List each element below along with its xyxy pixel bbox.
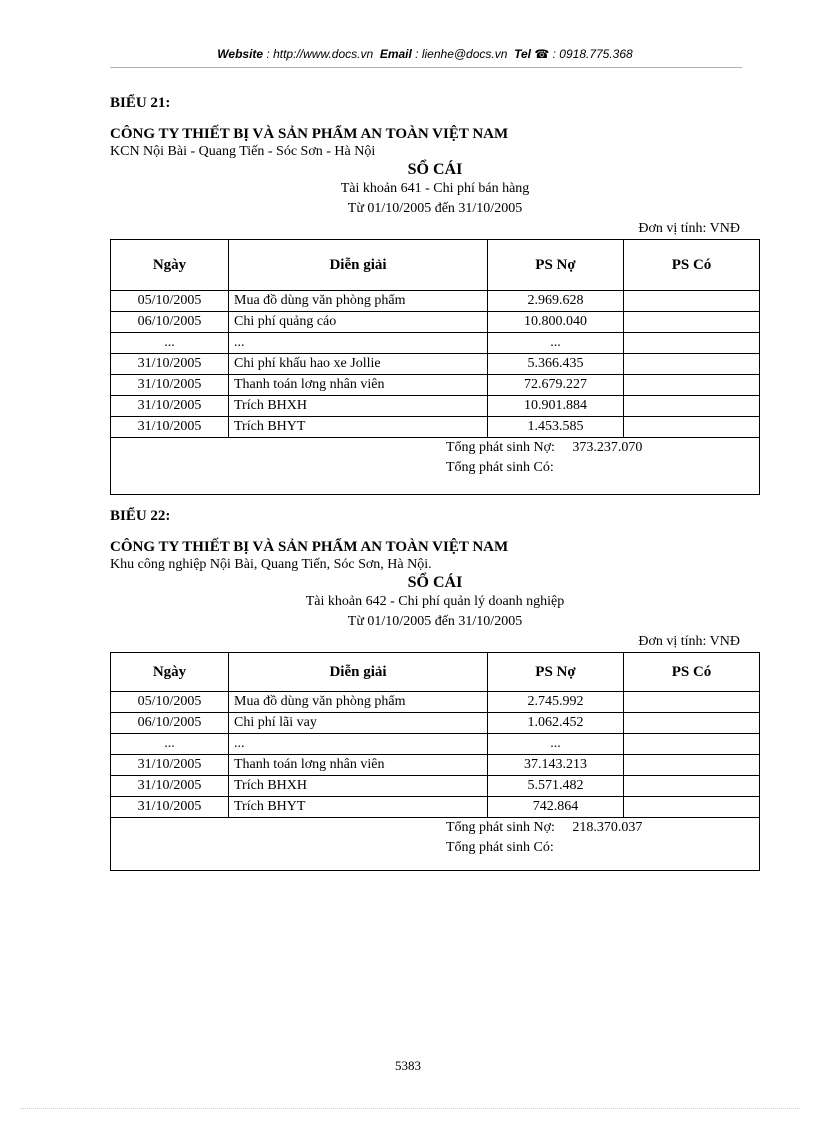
email-label: Email <box>379 47 412 61</box>
table-row <box>111 797 760 818</box>
company-address: KCN Nội Bài - Quang Tiến - Sóc Sơn - Hà Nội <box>110 144 376 159</box>
cell-credit <box>624 692 760 713</box>
cell-description: Chi phí khấu hao xe Jollie <box>229 354 488 375</box>
cell-debit: 1.453.585 <box>488 417 624 438</box>
total-debit-value: 373.237.070 <box>572 440 643 455</box>
cell-description: Trích BHXH <box>229 776 488 797</box>
cell-credit <box>624 291 760 312</box>
cell-date: ... <box>111 734 229 755</box>
total-credit-line <box>116 458 754 478</box>
summary-row <box>111 818 760 871</box>
ledger-section-2 <box>110 508 760 871</box>
cell-date: 31/10/2005 <box>111 797 229 818</box>
cell-description: Trích BHYT <box>229 797 488 818</box>
table-row <box>111 755 760 776</box>
phone-icon: ☎ <box>534 47 550 61</box>
table-row <box>111 312 760 333</box>
cell-description: Thanh toán lơng nhân viên <box>229 755 488 776</box>
cell-debit: 10.901.884 <box>488 396 624 417</box>
table-row <box>111 291 760 312</box>
bieu-label: BIỂU 21: <box>110 95 171 111</box>
account-name: Tài khoản 642 - Chi phí quản lý doanh nghiệp <box>305 594 565 609</box>
cell-credit <box>624 312 760 333</box>
bieu-label: BIỂU 22: <box>110 508 171 524</box>
cell-description: Trích BHXH <box>229 396 488 417</box>
table-row <box>111 396 760 417</box>
cell-credit <box>624 734 760 755</box>
company-address: Khu công nghiệp Nội Bài, Quang Tiến, Sóc Sơn, Hà Nội. <box>110 557 432 572</box>
cell-debit: 5.571.482 <box>488 776 624 797</box>
col-header-credit: PS Có <box>624 653 760 692</box>
ledger-section-1 <box>110 95 760 495</box>
footer-divider <box>20 1108 800 1109</box>
col-header-debit: PS Nợ <box>488 240 624 291</box>
cell-debit: 72.679.227 <box>488 375 624 396</box>
website-label: Website <box>217 47 264 61</box>
col-header-description: Diễn giải <box>229 653 488 692</box>
table-row <box>111 692 760 713</box>
cell-credit <box>624 797 760 818</box>
total-debit-label: Tổng phát sinh Nợ: <box>446 820 555 835</box>
summary-row <box>111 438 760 495</box>
header-divider <box>110 67 742 68</box>
table-row <box>111 734 760 755</box>
cell-date: 06/10/2005 <box>111 713 229 734</box>
cell-description: Chi phí lãi vay <box>229 713 488 734</box>
cell-description: Trích BHYT <box>229 417 488 438</box>
currency-unit: Đơn vị tính: VNĐ <box>638 634 740 649</box>
cell-date: 31/10/2005 <box>111 396 229 417</box>
table-header-row <box>111 240 760 291</box>
table-row <box>111 417 760 438</box>
tel-label: Tel <box>514 47 531 61</box>
cell-credit <box>624 396 760 417</box>
cell-debit: 1.062.452 <box>488 713 624 734</box>
cell-debit: 10.800.040 <box>488 312 624 333</box>
cell-debit: ... <box>488 333 624 354</box>
cell-debit: 2.745.992 <box>488 692 624 713</box>
table-header-row <box>111 653 760 692</box>
total-debit-line <box>116 818 754 838</box>
cell-description: Mua đồ dùng văn phòng phẩm <box>229 692 488 713</box>
cell-description: Chi phí quảng cáo <box>229 312 488 333</box>
cell-credit <box>624 713 760 734</box>
cell-credit <box>624 375 760 396</box>
ledger-table <box>110 239 760 495</box>
company-name: CÔNG TY THIẾT BỊ VÀ SẢN PHẨM AN TOÀN VIỆT NAM <box>110 539 509 555</box>
cell-date: 05/10/2005 <box>111 291 229 312</box>
ledger-title: SỔ CÁI <box>407 161 463 178</box>
cell-debit: 5.366.435 <box>488 354 624 375</box>
cell-description: Mua đồ dùng văn phòng phẩm <box>229 291 488 312</box>
cell-credit <box>624 755 760 776</box>
website-url[interactable]: : http://www.docs.vn <box>266 47 374 61</box>
cell-description: ... <box>229 734 488 755</box>
table-row <box>111 776 760 797</box>
cell-debit: 2.969.628 <box>488 291 624 312</box>
cell-date: 05/10/2005 <box>111 692 229 713</box>
cell-credit <box>624 776 760 797</box>
page-header <box>110 47 740 61</box>
col-header-description: Diễn giải <box>229 240 488 291</box>
cell-description: ... <box>229 333 488 354</box>
total-credit-line <box>116 838 754 858</box>
cell-date: 31/10/2005 <box>111 354 229 375</box>
tel-value: : 0918.775.368 <box>552 47 633 61</box>
table-row <box>111 713 760 734</box>
cell-date: 31/10/2005 <box>111 776 229 797</box>
table-row <box>111 375 760 396</box>
table-row <box>111 354 760 375</box>
currency-unit: Đơn vị tính: VNĐ <box>638 221 740 236</box>
cell-debit: 742.864 <box>488 797 624 818</box>
total-debit-value: 218.370.037 <box>572 820 643 835</box>
period: Từ 01/10/2005 đến 31/10/2005 <box>347 614 523 629</box>
cell-credit <box>624 354 760 375</box>
cell-date: 31/10/2005 <box>111 417 229 438</box>
col-header-credit: PS Có <box>624 240 760 291</box>
cell-credit <box>624 333 760 354</box>
total-credit-label: Tổng phát sinh Có: <box>446 840 554 855</box>
col-header-date: Ngày <box>111 653 229 692</box>
cell-debit: 37.143.213 <box>488 755 624 776</box>
total-debit-line <box>116 438 754 458</box>
total-debit-label: Tổng phát sinh Nợ: <box>446 440 555 455</box>
period: Từ 01/10/2005 đến 31/10/2005 <box>347 201 523 216</box>
ledger-title: SỔ CÁI <box>407 574 463 591</box>
cell-date: 06/10/2005 <box>111 312 229 333</box>
col-header-debit: PS Nợ <box>488 653 624 692</box>
cell-date: 31/10/2005 <box>111 755 229 776</box>
email-value[interactable]: : lienhe@docs.vn <box>415 47 508 61</box>
cell-credit <box>624 417 760 438</box>
col-header-date: Ngày <box>111 240 229 291</box>
page-number: 5383 <box>395 1058 421 1073</box>
account-name: Tài khoản 641 - Chi phí bán hàng <box>340 181 530 196</box>
ledger-table <box>110 652 760 871</box>
total-credit-label: Tổng phát sinh Có: <box>446 460 554 475</box>
cell-description: Thanh toán lơng nhân viên <box>229 375 488 396</box>
company-name: CÔNG TY THIẾT BỊ VÀ SẢN PHẨM AN TOÀN VIỆT NAM <box>110 126 509 142</box>
cell-date: 31/10/2005 <box>111 375 229 396</box>
table-row <box>111 333 760 354</box>
cell-debit: ... <box>488 734 624 755</box>
cell-date: ... <box>111 333 229 354</box>
